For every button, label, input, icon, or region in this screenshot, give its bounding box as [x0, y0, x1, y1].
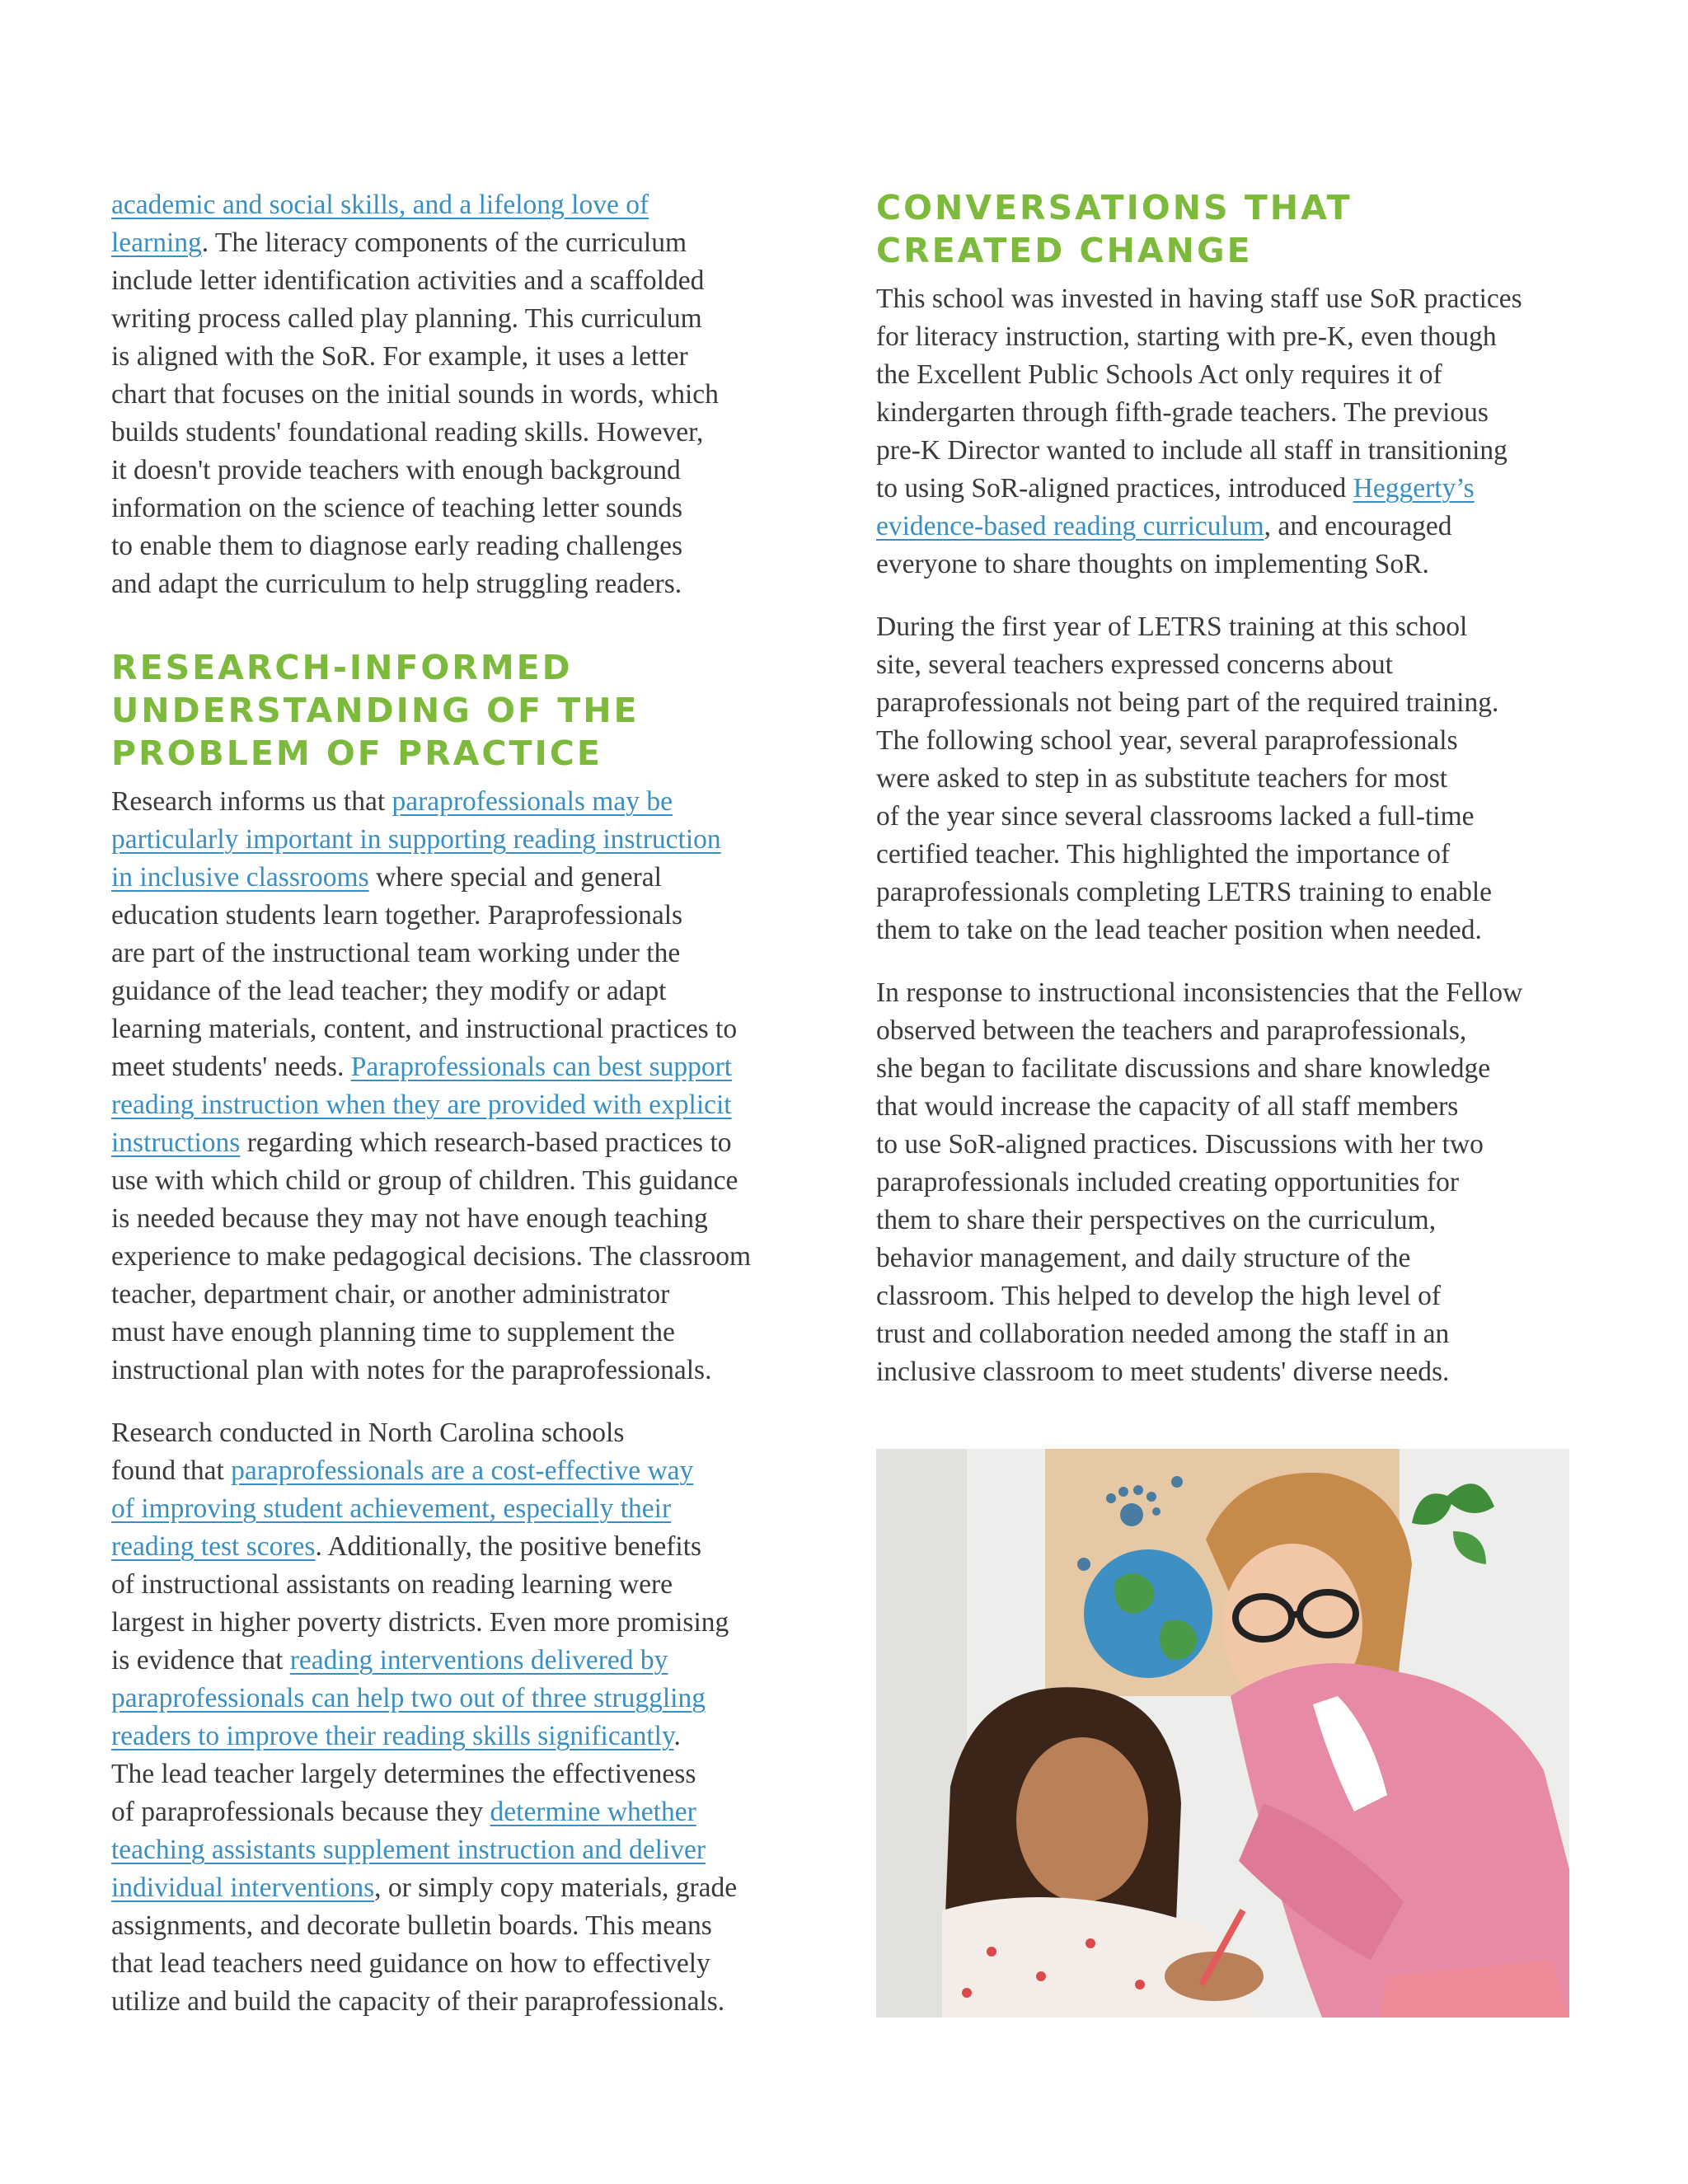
section-heading-research: RESEARCH-INFORMED UNDERSTANDING OF THE PROBLEM OF PRACTICE [111, 648, 640, 773]
text-run: This school was invested in having staff use SoR practices for literacy instruction, starting with pre-K, even though the Excellent Public Schools Act only requires it of kindergarten through fifth-grade teachers. The previous pre-K Director wanted to include all staff in transitioning to using SoR-aligned practices, introduced [876, 284, 1522, 504]
text-run: . The lead teacher largely determines the effectiveness of paraprofessionals because they [111, 1721, 696, 1827]
hyperlink[interactable]: paraprofessionals may be particularly important in supporting reading instruction in inclusive classrooms [111, 786, 721, 893]
left-column [111, 186, 795, 2046]
research-paragraph-2 [111, 1414, 795, 2021]
conversations-paragraph-1 [876, 280, 1577, 583]
text-run: . Additionally, the positive benefits of instructional assistants on reading learning were largest in higher poverty districts. Even more promising is evidence that [111, 1531, 729, 1675]
hyperlink[interactable]: determine whether teaching assistants supplement instruction and deliver individual interventions [111, 1797, 706, 1903]
text-run: In response to instructional inconsistencies that the Fellow observed between the teachers and paraprofessionals, she began to facilitate discussions and share knowledge that would increase the capacity of all staff members to use SoR-aligned practices. Discussions with her two paraprofessionals included creating opportunities for them to share their perspectives on the curriculum, behavior management, and daily structure of the classroom. This helped to develop the high level of trust and collaboration needed among the staff in an inclusive classroom to meet students' diverse needs. [876, 977, 1523, 1387]
research-paragraph-1 [111, 783, 795, 1390]
conversations-paragraph-3 [876, 974, 1577, 1391]
hyperlink[interactable]: reading interventions delivered by paraprofessionals can help two out of three struggling readers to improve their reading skills significantly [111, 1645, 706, 1751]
hyperlink[interactable]: paraprofessionals are a cost-effective way of improving student achievement, especially their reading test scores [111, 1455, 694, 1562]
teacher-student-photo [876, 1449, 1569, 2018]
section-heading-conversations: CONVERSATIONS THAT CREATED CHANGE [876, 188, 1353, 270]
text-run: , or simply copy materials, grade assignments, and decorate bulletin boards. This means that lead teachers need guidance on how to effectively utilize and build the capacity of their paraprofessionals. [111, 1872, 738, 2017]
text-run: Research informs us that [111, 786, 392, 817]
hyperlink[interactable]: academic and social skills, and a lifelong love of learning [111, 190, 649, 258]
text-run: , and encouraged everyone to share thoughts on implementing SoR. [876, 511, 1452, 579]
conversations-paragraph-2 [876, 608, 1577, 949]
text-run: where special and general education students learn together. Paraprofessionals are part of the instructional team working under the guidance of the lead teacher; they modify or adapt learning materials, content, and instructional practices to meet students' needs. [111, 862, 738, 1082]
hyperlink[interactable]: Paraprofessionals can best support reading instruction when they are provided with explicit instructions [111, 1052, 733, 1158]
text-run: Research conducted in North Carolina schools found that [111, 1418, 625, 1486]
right-column [876, 186, 1577, 1416]
hyperlink[interactable]: Heggerty’s evidence-based reading curriculum [876, 473, 1475, 541]
text-run: During the first year of LETRS training at this school site, several teachers expressed concerns about paraprofessionals not being part of the required training. The following school year, several paraprofessionals were asked to step in as substitute teachers for most of the year since several classrooms lacked a full-time certified teacher. This highlighted the importance of paraprofessionals completing LETRS training to enable them to take on the lead teacher position when needed. [876, 612, 1499, 945]
text-run: regarding which research-based practices to use with which child or group of children. This guidance is needed because they may not have enough teaching experience to make pedagogical decisions. The classroom teacher, department chair, or another administrator must have enough planning time to supplement the instructional plan with notes for the paraprofessionals. [111, 1127, 752, 1385]
intro-paragraph [111, 186, 795, 603]
text-run: . The literacy components of the curriculum include letter identification activities and a scaffolded writing process called play planning. This curriculum is aligned with the SoR. For example, it uses a letter chart that focuses on the initial sounds in words, which builds students' foundational reading skills. However, it doesn't provide teachers with enough background information on the science of teaching letter sounds to enable them to diagnose early reading challenges and adapt the curriculum to help struggling readers. [111, 227, 719, 599]
